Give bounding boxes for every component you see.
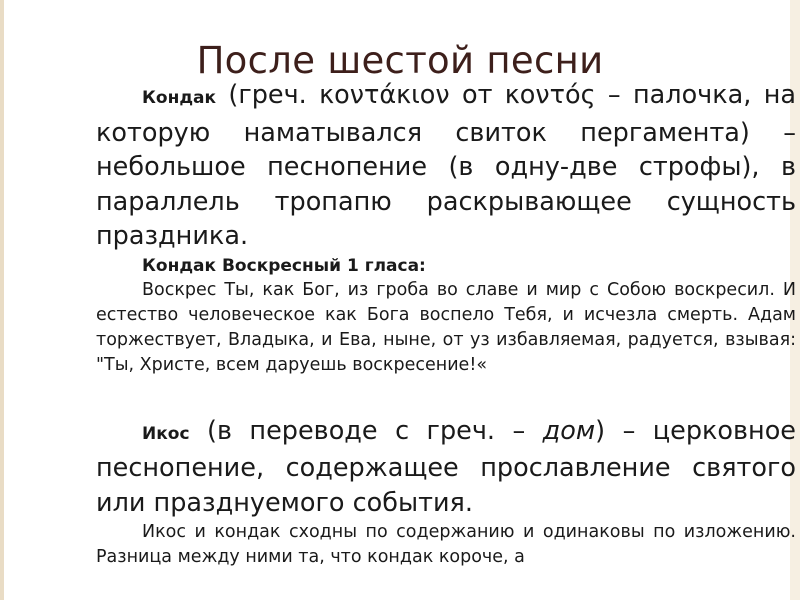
kondak-text-3: – палочка, на которую наматывался свиток пергамента) – небольшое песнопение (в одну-две строфы), в параллель тропапю раскрывающее сущность праздника. <box>96 80 796 251</box>
ikos-kondak-comparison: Икос и кондак сходны по содержанию и одинаковы по изложению. Разница между ними та, что кондак короче, а <box>96 522 796 567</box>
ikos-text-2: ) – церковное песнопение, содержащее прославление святого или празднуемого события. <box>96 415 796 518</box>
slide-content <box>96 78 796 570</box>
kondak-term: Кондак <box>142 88 217 108</box>
kondak-text-1: (греч. <box>216 80 320 110</box>
section-spacer <box>96 378 796 414</box>
kondak-greek-2: κοντός <box>504 80 596 110</box>
ikos-italic-word: дом <box>542 415 596 446</box>
kondak-sunday-text: Воскрес Ты, как Бог, из гроба во славе и мир с Собою воскресил. И естество человеческое как Бога воспело Тебя, и исчезла смерть. Адам торжествует, Владыка, и Ева, ныне, от уз избавляемая, радуется, взывая: "Ты, Христе, всем даруешь воскресение!« <box>96 279 796 375</box>
kondak-definition <box>96 78 796 254</box>
slide-title: После шестой песни <box>196 38 604 82</box>
kondak-sunday-heading: Кондак Воскресный 1 гласа: <box>142 255 426 276</box>
kondak-text-2: от <box>449 80 505 110</box>
left-border-decoration <box>0 0 4 600</box>
ikos-definition <box>96 414 796 521</box>
ikos-text-1: (в переводе с греч. – <box>189 415 543 446</box>
ikos-term: Икос <box>142 423 190 444</box>
kondak-greek-1: κοντάκιον <box>319 80 450 110</box>
